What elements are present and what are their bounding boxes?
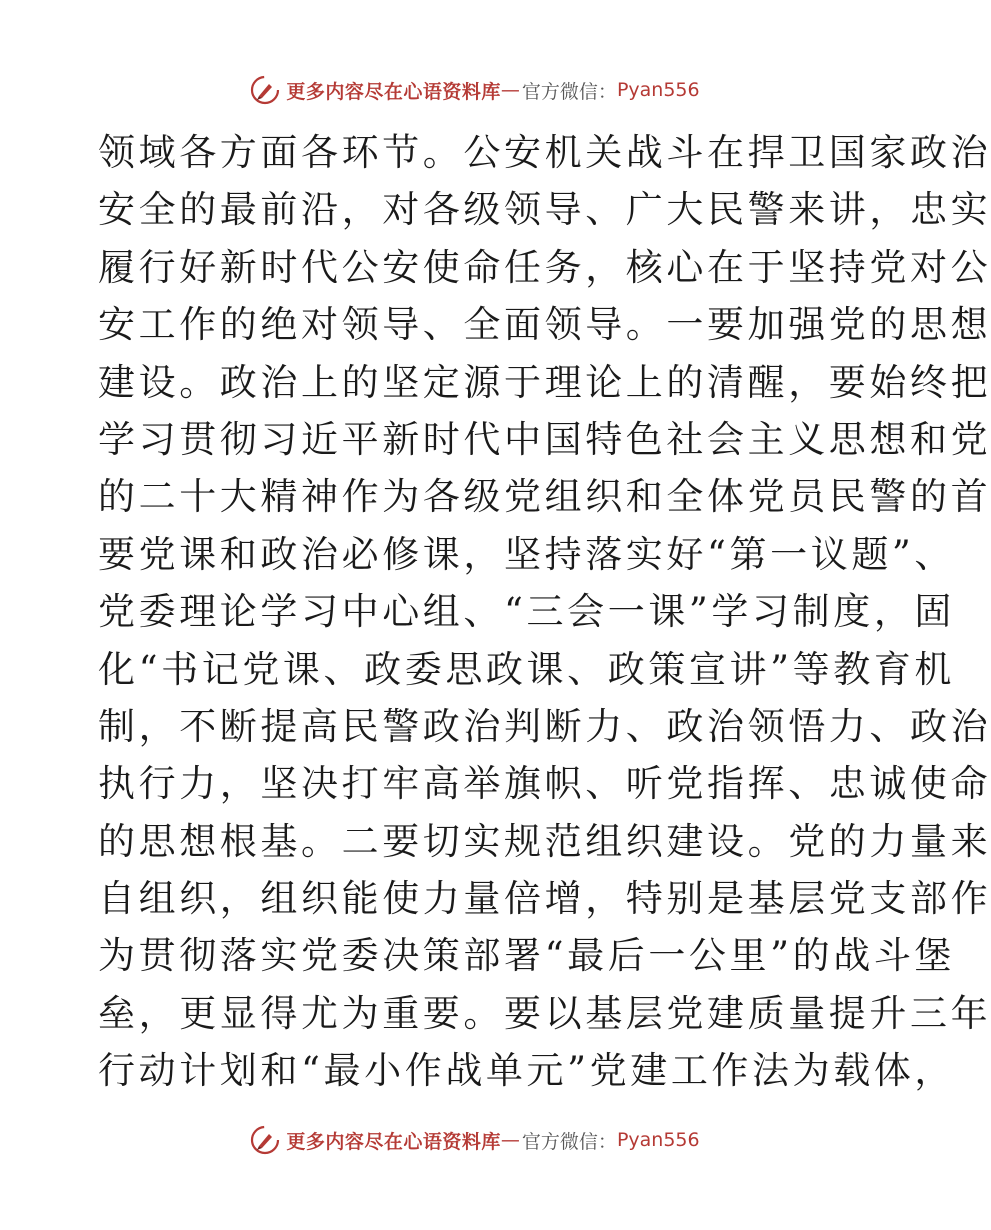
text-line: 自组织，组织能使力量倍增，特别是基层党支部作 bbox=[98, 877, 991, 921]
header-watermark bbox=[0, 72, 950, 108]
text-line: 化“书记党课、政委思政课、政策宣讲”等教育机 bbox=[98, 647, 956, 691]
text-line: 安工作的绝对领导、全面领导。一要加强党的思想 bbox=[98, 303, 991, 347]
watermark-brand: 更多内容尽在心语资料库 bbox=[286, 80, 501, 103]
text-line: 要党课和政治必修课，坚持落实好“第一议题”、 bbox=[98, 532, 956, 576]
text-line: 履行好新时代公安使命任务，核心在于坚持党对公 bbox=[98, 245, 991, 289]
text-line: 领域各方面各环节。公安机关战斗在捍卫国家政治 bbox=[98, 131, 991, 174]
watermark-dash: — bbox=[500, 79, 520, 101]
watermark-wechat-label: 官方微信： bbox=[521, 1130, 617, 1153]
document-body bbox=[98, 124, 991, 1100]
pen-nib-circle-icon bbox=[250, 1125, 280, 1155]
text-line: 建设。政治上的坚定源于理论上的清醒，要始终把 bbox=[98, 360, 991, 404]
footer-watermark bbox=[0, 1122, 950, 1158]
text-line: 执行力，坚决打牢高举旗帜、听党指挥、忠诚使命 bbox=[98, 762, 991, 806]
watermark-wechat-id: Pyan556 bbox=[616, 1129, 700, 1151]
text-line: 行动计划和“最小作战单元”党建工作法为载体， bbox=[98, 1049, 956, 1093]
watermark-brand: 更多内容尽在心语资料库 bbox=[286, 1130, 501, 1153]
text-line: 的二十大精神作为各级党组织和全体党员民警的首 bbox=[98, 475, 991, 519]
text-line: 安全的最前沿，对各级领导、广大民警来讲，忠实 bbox=[98, 188, 991, 232]
pen-nib-circle-icon bbox=[250, 75, 280, 105]
watermark-wechat-label: 官方微信： bbox=[521, 80, 617, 103]
text-line: 垒，更显得尤为重要。要以基层党建质量提升三年 bbox=[98, 991, 991, 1035]
text-line: 学习贯彻习近平新时代中国特色社会主义思想和党 bbox=[98, 417, 991, 461]
text-line: 为贯彻落实党委决策部署“最后一公里”的战斗堡 bbox=[98, 934, 956, 978]
watermark-wechat-id: Pyan556 bbox=[616, 79, 700, 101]
text-line: 党委理论学习中心组、“三会一课”学习制度，固 bbox=[98, 590, 956, 634]
watermark-dash: — bbox=[500, 1129, 520, 1151]
text-line: 的思想根基。二要切实规范组织建设。党的力量来 bbox=[98, 819, 991, 863]
text-line: 制，不断提高民警政治判断力、政治领悟力、政治 bbox=[98, 704, 991, 748]
